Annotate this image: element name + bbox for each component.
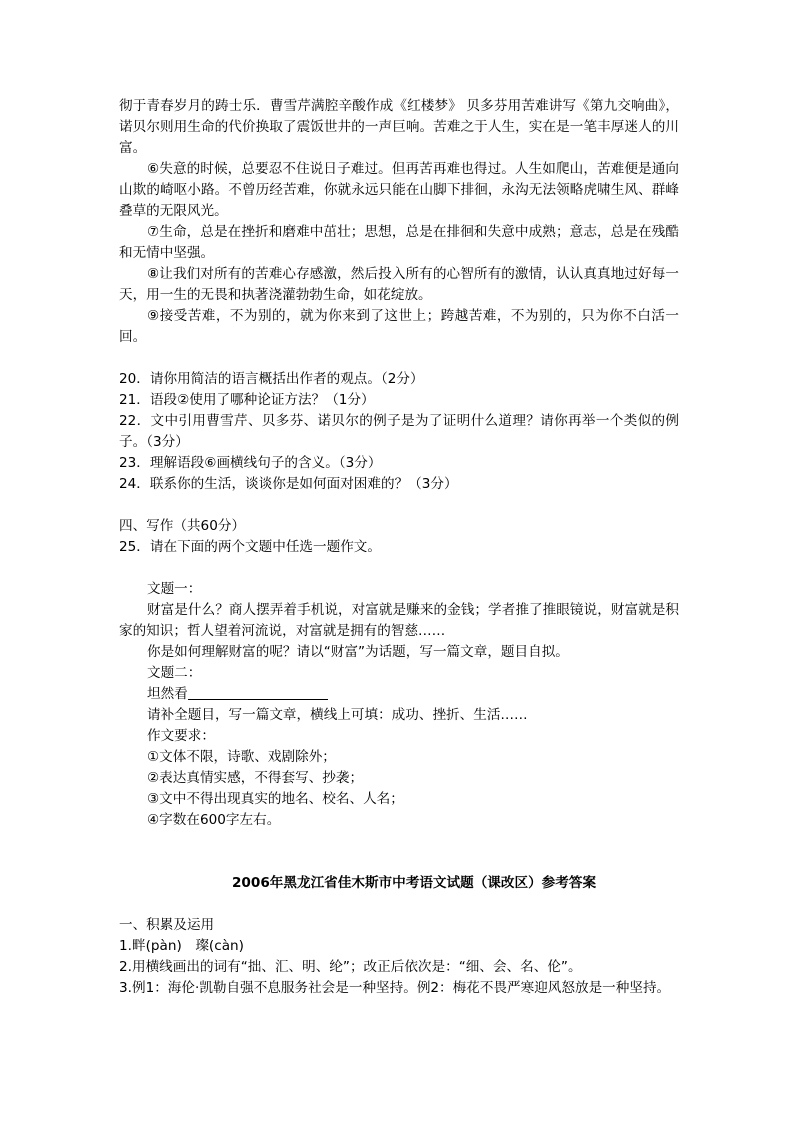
topic1-text: 财富是什么？商人摆弄着手机说，对富就是赚来的金钱；学者推了推眼镜说，财富就是积家的知识；哲人望着河流说，对富就是拥有的智慈…… [119, 602, 679, 639]
answer-1: 1.畔(pàn) 璨(càn) [119, 938, 244, 954]
topic2-prompt: 请补全题目，写一篇文章，横线上可填：成功、挫折、生活…… [147, 707, 528, 723]
fill-in-blank [188, 685, 328, 700]
passage-paragraph-8: ⑧让我们对所有的苦难心存感激，然后投入所有的心智所有的激情，认认真真地过好每一天，用一生的无畏和执著浇灌勃勃生命，如花绽放。 [119, 266, 679, 303]
document-page [119, 96, 679, 999]
spacer [119, 495, 679, 516]
requirements-label: 作文要求： [147, 728, 215, 744]
answer-section-1: 一、积累及运用 [119, 917, 215, 933]
topic1-prompt: 你是如何理解财富的呢？请以“财富”为话题，写一篇文章，题目自拟。 [147, 644, 569, 660]
spacer [119, 348, 679, 369]
spacer [119, 894, 679, 915]
question-23: 23．理解语段⑥画横线句子的含义。（3分） [119, 455, 382, 471]
requirement-1: ①文体不限，诗歌、戏剧除外； [147, 749, 336, 765]
topic2-title-line [119, 684, 679, 705]
topic2-title: 坦然看 [147, 686, 188, 702]
question-21: 21．语段②使用了哪种论证方法？（1分） [119, 392, 375, 408]
topic2-label: 文题二： [147, 665, 202, 681]
answer-3: 3.例1：海伦·凯勒自强不息服务社会是一种坚持。例2：梅花不畏严寒迎风怒放是一种坚持。 [119, 980, 671, 996]
spacer [119, 831, 679, 852]
spacer [119, 852, 679, 873]
question-20: 20．请你用简洁的语言概括出作者的观点。（2分） [119, 371, 424, 387]
question-25: 25．请在下面的两个文题中任选一题作文。 [119, 539, 381, 555]
question-22: 22．文中引用曹雪芹、贝多芬、诺贝尔的例子是为了证明什么道理？请你再举一个类似的例子。（3分） [119, 413, 679, 450]
passage-paragraph-7: ⑦生命，总是在挫折和磨难中茁壮；思想，总是在排徊和失意中成熟；意志，总是在残酷和无情中坚强。 [119, 224, 679, 261]
answer-key-title: 2006年黑龙江省佳木斯市中考语文试题（课改区）参考答案 [231, 875, 597, 891]
answer-2: 2.用横线画出的词有“拙、汇、明、纶”；改正后依次是：“细、会、名、伦”。 [119, 959, 582, 975]
requirement-2: ②表达真情实感，不得套写、抄袭； [147, 770, 364, 786]
topic1-label: 文题一： [147, 581, 202, 597]
spacer [119, 558, 679, 579]
passage-paragraph-9: ⑨接受苦难，不为别的，就为你来到了这世上；跨越苦难，不为别的，只为你不白活一回。 [119, 308, 679, 345]
passage-paragraph-6: ⑥失意的时候，总要忍不住说日子难过。但再苦再难也得过。人生如爬山，苦难便是通向山欺的崎呕小路。不曾历经苦难，你就永远只能在山脚下排徊，永沟无法领略虎啸生风、群峰叠草的无限风光。 [119, 161, 679, 219]
writing-heading: 四、写作（共60分） [119, 518, 246, 534]
passage-paragraph-top: 彻于青春岁月的踌士乐．曹雪芹满腔辛酸作成《红楼梦》 贝多芬用苦难讲写《第九交响曲》，诺贝尔则用生命的代价换取了震饭世井的一声巨响。苦难之于人生，实在是一笔丰厚迷人的川富。 [119, 98, 679, 156]
requirement-4: ④字数在600字左右。 [147, 812, 281, 828]
question-24: 24．联系你的生活，谈谈你是如何面对困难的？（3分） [119, 476, 458, 492]
requirement-3: ③文中不得出现真实的地名、校名、人名； [147, 791, 404, 807]
